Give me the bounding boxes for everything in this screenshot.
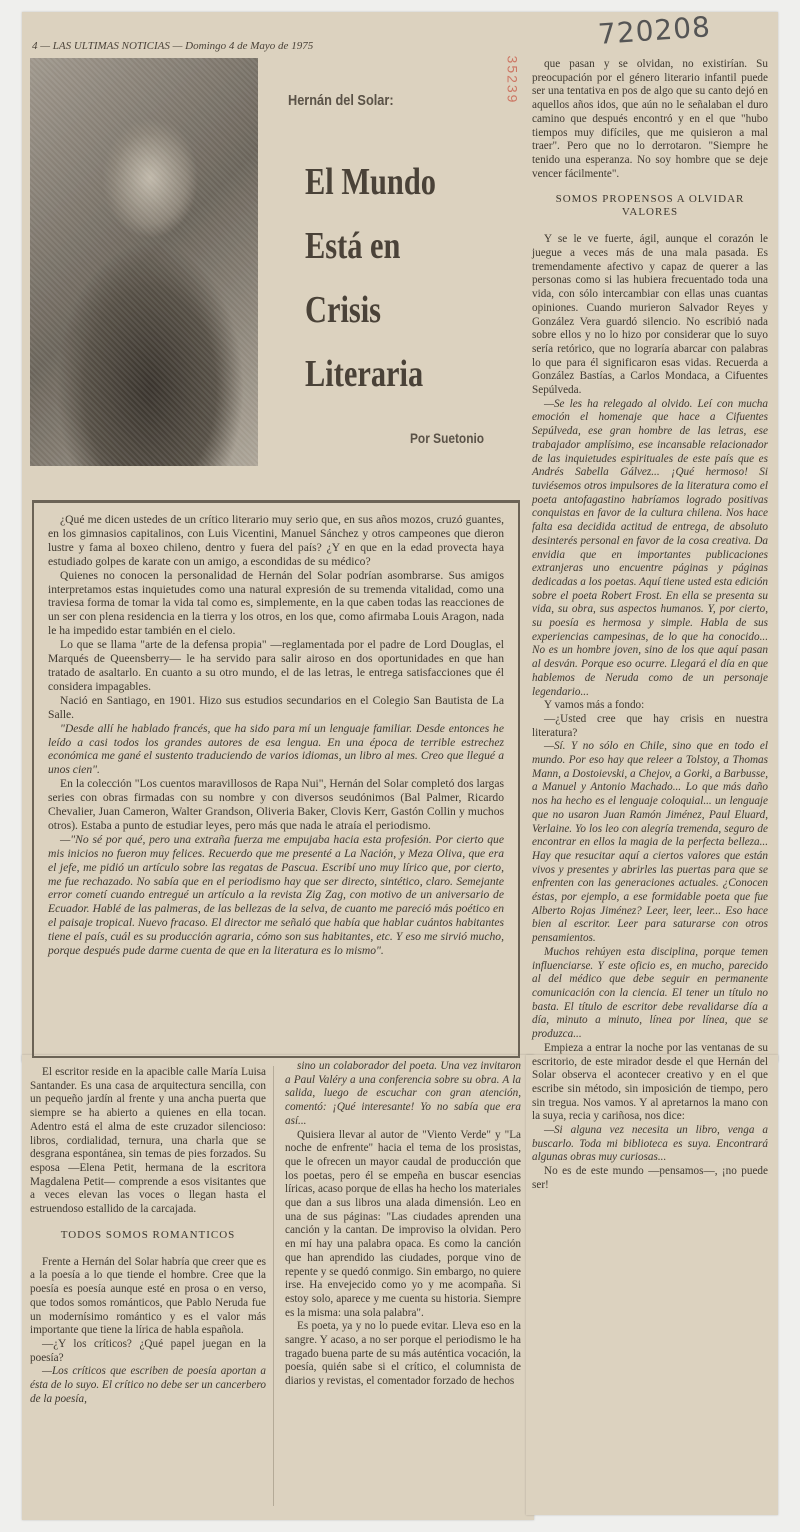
paragraph: Es poeta, ya y no lo puede evitar. Lleva eso en la sangre. Y acaso, a no ser porque el periodismo le ha tragado buena parte de su más auténtica vocación, la poesía, quién sabe si el crítico, el columnista de diarios y revistas, el comentador forzado de hechos xyxy=(285,1320,521,1388)
paragraph: Frente a Hernán del Solar habría que creer que es a la poesía a lo que tiende el hombre. Cree que la poesía es poesía aunque esté en prosa o en verso, que todos somos románticos, que Pablo Neruda fue un modernísimo romántico y es el valor más importante que tiene la lírica de habla española. xyxy=(30,1255,266,1337)
paragraph: —"No sé por qué, pero una extraña fuerza me empujaba hacia esta profesión. Por cierto que mis inicios no fueron muy felices. Recuerdo que me presenté a La Nación, y Meza Oliva, que era el jefe, me pidió un artículo sobre las regatas de Pascua. Escribí uno muy lírico que, por cierto, me fue rechazado. No sabía que en el periodismo hay que ser directo, sintético, claro. Semejante error cometí cuando entregué un artículo a la revista Zig Zag, con motivo de un aniversario de Ecuador. Hablé de las palmeras, de las bellezas de la selva, de cuanto me pareció más poético en el paisaje tropical. Nuevo fracaso. El director me señaló que había que hablar cuántos habitantes tiene el país, cuál es su producción agraria, cómo son sus habitantes, etc. Y eso me sirvió mucho, porque después pude darme cuenta de que en la literatura es lo mismo". xyxy=(48,832,504,958)
right-column xyxy=(532,58,768,1193)
paragraph: que pasan y se olvidan, no existirían. Su preocupación por el género literario infantil puede ser una tentativa en pos de algo que su canto dejó en aquellos años idos, que aún no le señalaban el duro camino que después encontró y en el que "hubo tiempos muy difíciles, que me quisieron a mal traer". Pero que no lo derrotaron. "Siempre he tenido una esperanza. No soy hombre que se deje vencer fácilmente". xyxy=(532,58,768,180)
paragraph: —Los críticos que escriben de poesía aportan a ésta de lo suyo. El crítico no debe ser un cancerbero de la poesía, xyxy=(30,1365,266,1405)
article-byline: Por Suetonio xyxy=(410,430,485,446)
paragraph: Nació en Santiago, en 1901. Hizo sus estudios secundarios en el Colegio San Bautista de La Salle. xyxy=(48,693,504,721)
paragraph: Lo que se llama "arte de la defensa propia" —reglamentada por el padre de Lord Douglas, el Marqués de Queensberry— le ha servido para salir airoso en dos oportunidades en que han tratado de asaltarlo. En cuanto a su otro mundo, el de las letras, le entrega satisfacciones que él considera impagables. xyxy=(48,638,504,693)
paragraph: Muchos rehúyen esta disciplina, porque temen influenciarse. Y este oficio es, en mucho, parecido al del médico que debe seguir en permanente comunicación con la ciencia. El tener un título no basta. El título de escritor debe revalidarse día a día, minuto a minuto, línea por línea, que se produzca... xyxy=(532,945,768,1041)
section-subheading: TODOS SOMOS ROMANTICOS xyxy=(60,1228,236,1241)
paragraph: —¿Y los críticos? ¿Qué papel juegan en la poesía? xyxy=(30,1337,266,1364)
title-line: Literaria xyxy=(305,353,424,395)
paragraph: sino un colaborador del poeta. Una vez invitaron a Paul Valéry a una conferencia sobre su obra. A la salida, luego de escuchar con gran atención, comentó: ¡Qué interesante! Yo no sabía que era así... xyxy=(285,1060,521,1127)
paragraph: Empieza a entrar la noche por las ventanas de su escritorio, de este mirador desde el que Hernán del Solar observa el acontecer creativo y en el que escribe sin método, sin imposición de tiempo, pero sin tregua. Nos vamos. Y al apretarnos la mano con la suya, recia y cariñosa, nos dice: xyxy=(532,1041,768,1123)
bottom-middle-column xyxy=(285,1060,521,1389)
paragraph: Quisiera llevar al autor de "Viento Verde" y "La noche de enfrente" hacia el tema de los prosistas, que le ofrecen un mayor caudal de producción que los poetas, pero él se empeña en buscar esencias líricas, acaso porque de ellas ha hecho los materiales que dan a sus libros una alada dimensión. Leo en una de sus páginas: "Las ciudades aprenden una canción y la cantan. De improviso la olvidan. Pero en mí hay una palabra opaca. Es como la canción que han aprendido las ciudades, porque vino de repente y se quedó conmigo. Sin embargo, no quiere irse. Ha envejecido como yo y me acompaña. Si estoy solo, aparece y me cuenta su historia. Siempre es la misma: una sola palabra". xyxy=(285,1128,521,1319)
section-subheading: SOMOS PROPENSOS A OLVIDAR VALORES xyxy=(555,193,745,219)
newspaper-masthead: 4 — LAS ULTIMAS NOTICIAS — Domingo 4 de Mayo de 1975 xyxy=(32,40,314,52)
paragraph: —¿Usted cree que hay crisis en nuestra literatura? xyxy=(532,712,768,739)
paragraph: Quienes no conocen la personalidad de Hernán del Solar podrían asombrarse. Sus amigos interpretamos estas inquietudes como una natural expresión de su tremenda vitalidad, como una traviesa forma de tomar la vida tal como es, simplemente, en la que caben todas las reacciones de un ser con plena residencia en la tierra y los otros, en los que, como afirmaba Louis Aragon, nada le ha impedido estar también en el cielo. xyxy=(48,568,504,638)
title-line: Crisis xyxy=(305,289,381,331)
archive-stamp: 35239 xyxy=(504,55,521,105)
paragraph: Y vamos más a fondo: xyxy=(544,699,645,712)
paragraph: ¿Qué me dicen ustedes de un crítico literario muy serio que, en sus años mozos, cruzó guantes, en los gimnasios capitalinos, con Luis Vicentini, Manuel Sánchez y otros campeones que dieron lustre y fama al boxeo chileno, dentro y fuera del país? ¿Y en que en la edad provecta haya estudiado golpes de karate con un amigo, a escondidas de su médico? xyxy=(48,513,504,568)
paragraph: El escritor reside en la apacible calle María Luisa Santander. Es una casa de arquitectura sencilla, con un pequeño jardín al frente y una ancha puerta que siempre se ha abierto a quienes en ella tocan. Adentro está el alma de este cruzador silencioso: libros, cordialidad, ternura, una charla que se desgrana espontánea, sin temas de pies forzados. Su esposa —Elena Petit, hermana de la escritora Magdalena Petit— comprende a esos visitantes que a veces elevan las voces o llegan hasta el estruendoso estallido de la carcajada. xyxy=(30,1066,266,1216)
paragraph: No es de este mundo —pensamos—, ¡no puede ser! xyxy=(532,1165,768,1191)
paragraph: —Se les ha relegado al olvido. Leí con mucha emoción el homenaje que hace a Cifuentes Sepúlveda, ese gran hombre de las letras, ese trabajador amplísimo, ese incansable relacionador de las inquietudes espirituales de este país que es Andrés Sabella Gálvez... ¡Qué hermoso! Si tuviésemos otros impulsores de la literatura como el poeta antofagastino habríamos logrado positivas conquistas en favor de la cultura chilena. Nos hace falta esa decidida actitud de entrega, de absoluto desinterés personal en favor de la cosa creativa. Da envidia que en importantes publicaciones extranjeras uno encuentre páginas y páginas dedicadas a los poetas. Aquí tiene usted esta edición sobre el poeta Robert Frost. En ella se presenta su vida, su obra, sus aspectos humanos. Y, por cierto, su poesía es hermosa y simple. Habla de sus experiencias campesinas, de lo que ha conocido... No es un hombre joven, sino de los que aquí pasan al desván. Porque eso ocurre. Llegará el día en que hablemos de Neruda como de un personaje legendario... xyxy=(532,397,768,698)
article-title xyxy=(305,150,436,406)
paragraph: Y se le ve fuerte, ágil, aunque el corazón le juegue a veces más de una mala pasada. Es tremendamente afectivo y capaz de querer a las personas como si las hubiera frecuentado toda una vida, con sólo intercambiar con ellas unas cuantas opiniones. Cuando murieron Salvador Reyes y González Vera guardó silencio. No escribió nada sobre ellos y no lo hizo por considerar que lo suyo sería retórico, que no lograría abarcar con palabras lo que para él significaron esas vidas. Recuerda a González Bastías, a Carlos Mondaca, a Cifuentes Sepúlveda. xyxy=(532,233,768,397)
handwritten-number: 720208 xyxy=(596,10,712,51)
title-line: El Mundo xyxy=(305,161,436,203)
bottom-left-column xyxy=(30,1066,266,1406)
author-portrait-photo xyxy=(30,58,258,466)
paragraph: —Sí. Y no sólo en Chile, sino que en todo el mundo. Por eso hay que releer a Tolstoy, a Thomas Mann, a Dostoievski, a Chejov, a Gorki, a Barbusse, a Manuel y Antonio Machado... Lo que más daño nos ha hecho es el lenguaje coloquial... un lenguaje que no usaron Juan Ramón Jiménez, Paul Eluard, Verlaine. Yo los leo con alegría tremenda, seguro de encontrar en ellos la magia de la perfecta belleza... Hay que resucitar aquí a ciertos valores que están vivos y presentes y abrirles las puertas para que se enfrenten con las generaciones actuales. ¿Conocen éstas, por ejemplo, a ese formidable poeta que fue Alberto Rojas Jiménez? Leer, leer, leer... Eso hace bien al escritor. Leer para saturarse con otros pensamientos. xyxy=(532,740,768,945)
paragraph: —Si alguna vez necesita un libro, venga a buscarlo. Toda mi biblioteca es suya. Encontrará algunas obras muy curiosas... xyxy=(532,1124,768,1164)
article-kicker: Hernán del Solar: xyxy=(288,92,394,109)
paragraph: "Desde allí he hablado francés, que ha sido para mí un lenguaje familiar. Desde entonces he leído a casi todos los grandes autores de esa lengua. En una época de terrible estrechez económica me gané el sustento traduciendo de varios idiomas, un libro al mes. Creo que llegué a unos cien". xyxy=(48,721,504,777)
boxed-intro-text xyxy=(48,513,504,958)
title-line: Está en xyxy=(305,225,401,267)
column-divider xyxy=(273,1066,274,1506)
paragraph: En la colección "Los cuentos maravillosos de Rapa Nui", Hernán del Solar completó dos largas series con obras firmadas con su nombre y con diversos seudónimos (Bal Palmer, Ricardo Chevalier, Juan Cameron, Walter Grandson, Oliveria Baker, Clovis Kerr, Gastón Collin y muchos otros). Estaba a punto de estudiar leyes, pero más que nada le atraía el periodismo. xyxy=(48,777,504,832)
